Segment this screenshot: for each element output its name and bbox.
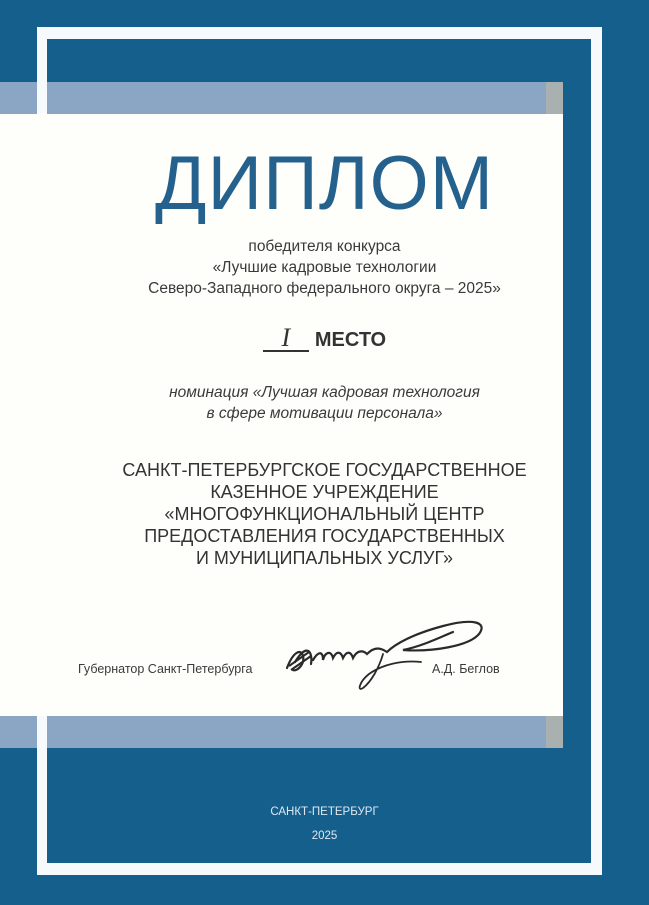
organization-line: «МНОГОФУНКЦИОНАЛЬНЫЙ ЦЕНТР <box>164 504 485 524</box>
organization-line: И МУНИЦИПАЛЬНЫХ УСЛУГ» <box>195 548 454 568</box>
signatory-name: А.Д. Беглов <box>432 662 500 676</box>
top-strip <box>47 82 563 114</box>
frame-bottom <box>37 863 602 875</box>
year-label: 2025 <box>311 830 338 842</box>
organization-line: САНКТ-ПЕТЕРБУРГСКОЕ ГОСУДАРСТВЕННОЕ <box>122 460 527 480</box>
subtitle-line: «Лучшие кадровые технологии <box>212 259 437 276</box>
diploma-title: ДИПЛОМ <box>154 141 495 226</box>
frame-top <box>37 27 602 39</box>
nomination-line: номинация «Лучшая кадровая технология <box>169 384 480 401</box>
subtitle-line: Северо-Западного федерального округа – 2025» <box>148 280 501 297</box>
place-row <box>0 323 649 352</box>
organization-line: КАЗЕННОЕ УЧРЕЖДЕНИЕ <box>210 482 439 502</box>
nomination-line: в сфере мотивации персонала» <box>206 405 443 422</box>
signature-icon <box>283 612 493 692</box>
subtitle-line: победителя конкурса <box>248 238 401 255</box>
city-label: САНКТ-ПЕТЕРБУРГ <box>270 806 379 818</box>
place-number: I <box>263 326 309 352</box>
top-strip-left <box>0 82 37 114</box>
top-strip-accent <box>546 82 563 114</box>
place-label: МЕСТО <box>314 329 387 351</box>
organization-line: ПРЕДОСТАВЛЕНИЯ ГОСУДАРСТВЕННЫХ <box>144 526 505 546</box>
signatory-title: Губернатор Санкт-Петербурга <box>78 662 253 676</box>
bottom-strip-left <box>0 716 37 748</box>
bottom-strip <box>47 716 563 748</box>
bottom-strip-accent <box>546 716 563 748</box>
